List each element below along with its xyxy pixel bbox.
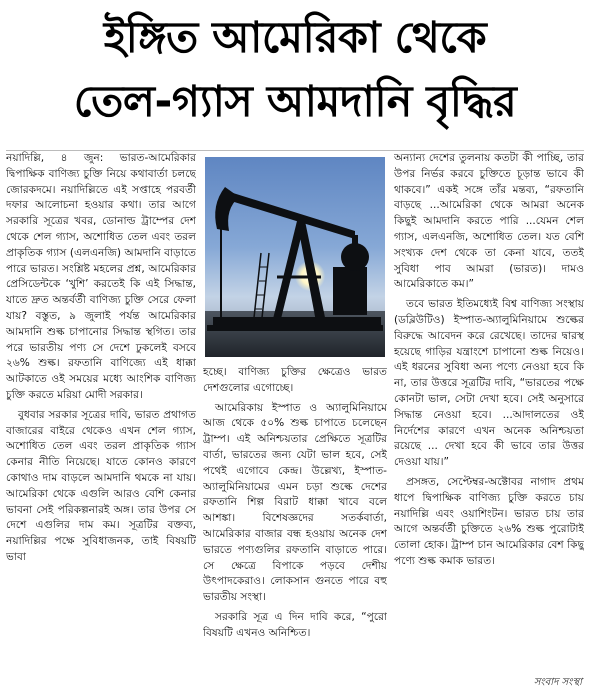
news-agency-credit: সংবাদ সংস্থা	[533, 677, 582, 688]
pump-jack-icon	[205, 157, 385, 357]
article-column-1	[6, 151, 196, 691]
headline	[0, 0, 590, 150]
paragraph: হচ্ছে। বাণিজ্য চুক্তির ক্ষেত্রেও ভারত দেশগুলোর এগোচ্ছে।	[203, 366, 387, 394]
paragraph: সরকারি সূত্র এ দিন দাবি করে, “পুরো বিষয়টি এখনও অনিশ্চিত।	[203, 610, 387, 639]
headline-line-2: তেল-গ্যাস আমদানি বৃদ্ধির	[73, 77, 517, 127]
article-column-3	[394, 151, 584, 691]
paragraph: নয়াদিল্লি, ৪ জুন: ভারত-আমেরিকার দ্বিপাক্ষিক বাণিজ্য চুক্তি নিয়ে কথাবার্তা চলছে জোরকদমে। নয়াদিল্লিতে এই সপ্তাহে পরবর্তী দফার আলোচনা হওয়ার কথা। তার আগে সরকারি সূত্রের খবর, ডোনাল্ড ট্রাম্পের দেশ থেকে শেল গ্যাস, অশোধিত তেল এবং তরল প্রাকৃতিক গ্যাস (এলএনজি) আমদানি বাড়াতে পারে ভারত। সংশ্লিষ্ট মহলের প্রশ্ন, আমেরিকার প্রেসিডেন্টকে ‘খুশি’ করতেই কি এই সিদ্ধান্ত, যাতে দ্রুত অন্তর্বর্তী বাণিজ্য চুক্তি সেরে ফেলা যায়? বস্তুত, ৯ জুলাই পর্যন্ত আমেরিকার আমদানি শুল্ক চাপানোর সিদ্ধান্ত স্থগিত। তার পরে ভারতীয় পণ্য সে দেশে ঢুকলেই বসবে ২৬% শুল্ক। রফতানি বাণিজ্যে এই ধাক্কা আটকাতে ওই সময়ের মধ্যে আংশিক বাণিজ্য চুক্তি করতে মরিয়া মোদী সরকার।	[6, 152, 196, 401]
paragraph: প্রসঙ্গত, সেপ্টেম্বর-অক্টোবর নাগাদ প্রথম ধাপে দ্বিপাক্ষিক বাণিজ্য চুক্তি করতে চায় নয়াদিল্লি এবং ওয়াশিংটন। ভারত চায় তার আগে অন্তর্বর্তী চুক্তিতে ২৬% শুল্ক পুরোটাই তোলা হোক। ট্রাম্প চান আমেরিকার বেশ কিছু পণ্যে শুল্ক কমাক ভারত।	[394, 475, 584, 567]
paragraph: তবে ভারত ইতিমধ্যেই বিশ্ব বাণিজ্য সংস্থায় (ডব্লিউটিও) ইস্পাত-অ্যালুমিনিয়ামে শুল্কের বিরুদ্ধে আবেদন করে রেখেছে। তাদের দ্বারস্থ হয়েছে গাড়ির যন্ত্রাংশে চাপানো শুল্ক নিয়েও। এই ধরনের সুবিধা অন্য পণ্যে নেওয়া হবে কি না, তার উত্তরে সূত্রটির দাবি, “ভারতের পক্ষে কোনটা ভাল, সেটা দেখা হবে। সেই অনুসারে সিদ্ধান্ত নেওয়া হবে। ...আদালতের ওই নির্দেশের কারণে এখন অনেক অনিশ্চয়তা রয়েছে ... দেখা হবে কী ভাবে তার উত্তর দেওয়া যায়।”	[394, 298, 584, 469]
paragraph: বুধবার সরকার সূত্রের দাবি, ভারত প্রথাগত বাজারের বাইরে থেকেও এখন শেল গ্যাস, অশোধিত তেল এবং তরল প্রাকৃতিক গ্যাস কেনার নীতি নিয়েছে। যাতে কোনও কারণে কোথাও দাম বাড়লে আমদানি থমকে না যায়। আমেরিকা থেকে এগুলি আরও বেশি কেনার ভাবনা সেই পরিকল্পনারই অঙ্গ। তার উপর সে দেশে এগুলির দাম কম। সূত্রটির বক্তব্য, নয়াদিল্লির পক্ষে সুবিধাজনক, তাই বিষয়টি ভাবা	[6, 408, 196, 563]
article-column-2	[203, 151, 387, 691]
paragraph: অন্যান্য দেশের তুলনায় কতটা কী পাচ্ছি, তার উপর নির্ভর করবে চুক্তিতে চূড়ান্ত ভাবে কী থাকবে।” একই সঙ্গে তাঁর মন্তব্য, “রফতানি বাড়ছে ...আমেরিকা থেকে আমরা অনেক কিছুই আমদানি করতে পারি ...যেমন শেল গ্যাস, এলএনজি, অশোধিত তেল। যত বেশি সংখ্যক দেশ থেকে তা কেনা যাবে, ততই সুবিধা পাব আমরা (ভারত)। দামও আমেরিকাতে কম।”	[394, 152, 584, 291]
headline-line-1: ইঙ্গিত আমেরিকা থেকে	[103, 13, 487, 63]
paragraph: আমেরিকায় ইস্পাত ও অ্যালুমিনিয়ামে আজ থেকে ৫০% শুল্ক চাপাতে চলেছেন ট্রাম্প। এই অনিশ্চয়তার প্রেক্ষিতে সূত্রটির বার্তা, ভারতের জন্য যেটা ভাল হবে, সেই পথেই এগোবে কেন্দ্র। উল্লেখ্য, ইস্পাত-অ্যালুমিনিয়ামের এমন চড়া শুল্কে দেশের রফতানি শিল্প বিরাট ধাক্কা খাবে বলে আশঙ্কা। বিশেষজ্ঞদের সতর্কবার্তা, আমেরিকার বাজার বন্ধ হওয়ায় অনেক দেশ ভারতে পণ্যগুলির রফতানি বাড়াতে পারে। সে ক্ষেত্রে বিপাকে পড়বে দেশীয় উৎপাদকেরাও। লোকসান গুনতে পারে বহু ভারতীয় সংস্থা।	[203, 401, 387, 604]
oil-pump-photo	[205, 157, 385, 357]
